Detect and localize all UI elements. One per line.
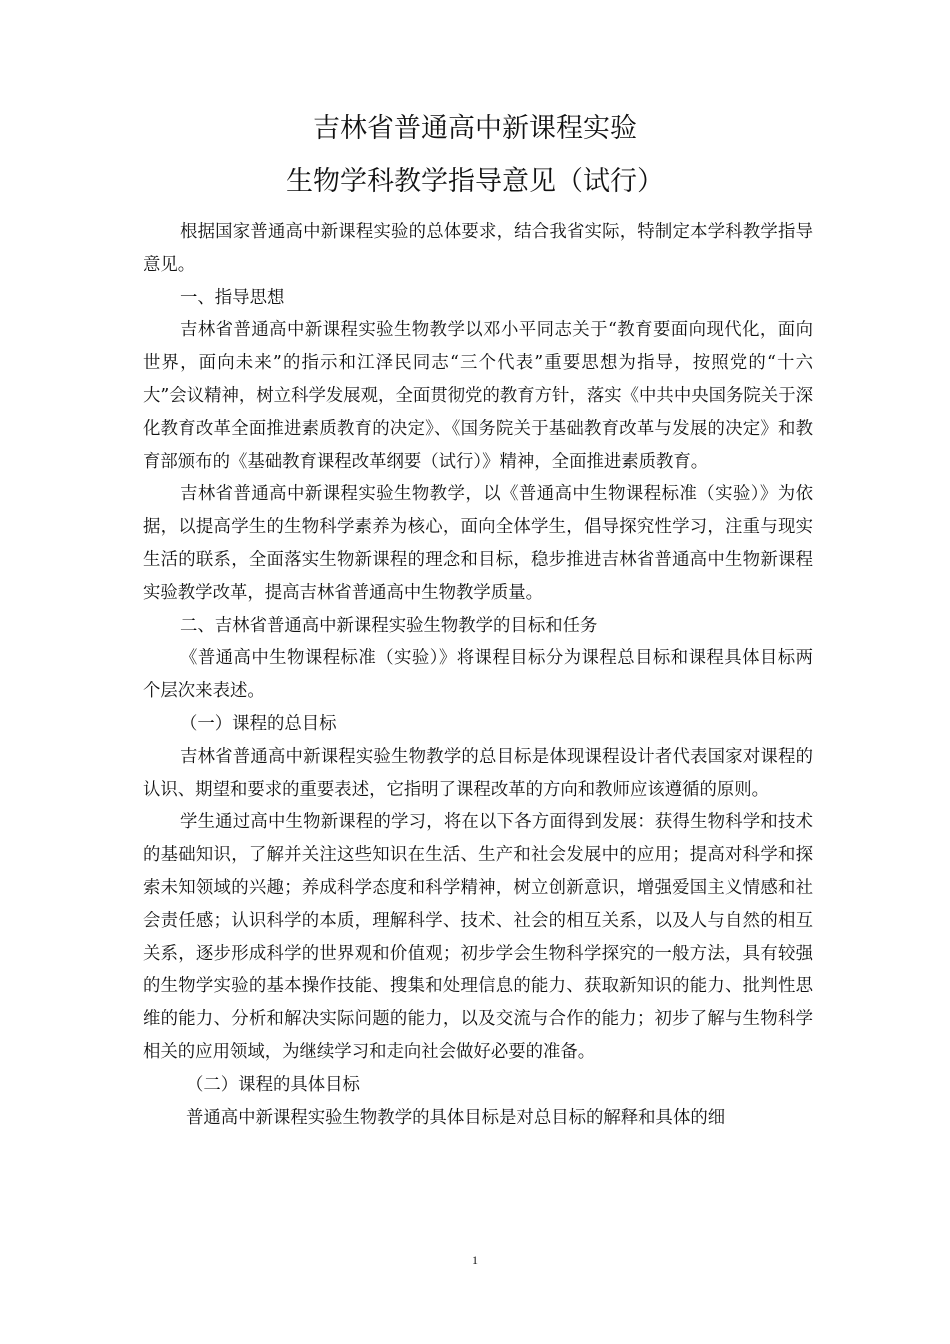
body-paragraph: 吉林省普通高中新课程实验生物教学的总目标是体现课程设计者代表国家对课程的认识、期望和要求的重要表述，它指明了课程改革的方向和教师应该遵循的原则。 <box>143 746 813 800</box>
body-paragraph: 普通高中新课程实验生物教学的具体目标是对总目标的解释和具体的细 <box>186 1107 726 1128</box>
document-body <box>143 216 813 1134</box>
intro-paragraph: 根据国家普通高中新课程实验的总体要求，结合我省实际，特制定本学科教学指导意见。 <box>143 222 813 275</box>
section-heading-guiding-ideas: 一、指导思想 <box>180 287 285 308</box>
subheading-specific-goals: （二）课程的具体目标 <box>186 1074 360 1095</box>
subheading-overall-goal: （一）课程的总目标 <box>180 713 337 734</box>
body-paragraph: 吉林省普通高中新课程实验生物教学以邓小平同志关于“教育要面向现代化，面向世界，面向未来”的指示和江泽民同志“三个代表”重要思想为指导，按照党的“十六大”会议精神，树立科学发展观，全面贯彻党的教育方针，落实《中共中央国务院关于深化教育改革全面推进素质教育的决定》、《国务院关于基础教育改革与发展的决定》和教育部颁布的《基础教育课程改革纲要（试行）》精神，全面推进素质教育。 <box>143 320 813 472</box>
document-title-line-1: 吉林省普通高中新课程实验 <box>313 113 637 144</box>
body-paragraph: 学生通过高中生物新课程的学习，将在以下各方面得到发展：获得生物科学和技术的基础知识，了解并关注这些知识在生活、生产和社会发展中的应用；提高对科学和探索未知领域的兴趣；养成科学态度和科学精神，树立创新意识，增强爱国主义情感和社会责任感；认识科学的本质，理解科学、技术、社会的相互关系，以及人与自然的相互关系，逐步形成科学的世界观和价值观；初步学会生物科学探究的一般方法，具有较强的生物学实验的基本操作技能、搜集和处理信息的能力、获取新知识的能力、批判性思维的能力、分析和解决实际问题的能力，以及交流与合作的能力；初步了解与生物科学相关的应用领域，为继续学习和走向社会做好必要的准备。 <box>143 812 813 1062</box>
document-title-line-2: 生物学科教学指导意见（试行） <box>286 166 664 197</box>
body-paragraph: 吉林省普通高中新课程实验生物教学，以《普通高中生物课程标准（实验）》为依据，以提高学生的生物科学素养为核心，面向全体学生，倡导探究性学习，注重与现实生活的联系，全面落实生物新课程的理念和目标，稳步推进吉林省普通高中生物新课程实验教学改革，提高吉林省普通高中生物教学质量。 <box>143 484 813 603</box>
section-heading-goals-and-tasks: 二、吉林省普通高中新课程实验生物教学的目标和任务 <box>180 615 598 636</box>
body-paragraph: 《普通高中生物课程标准（实验）》将课程目标分为课程总目标和课程具体目标两个层次来表述。 <box>143 648 813 702</box>
page-number: 1 <box>472 1253 478 1267</box>
